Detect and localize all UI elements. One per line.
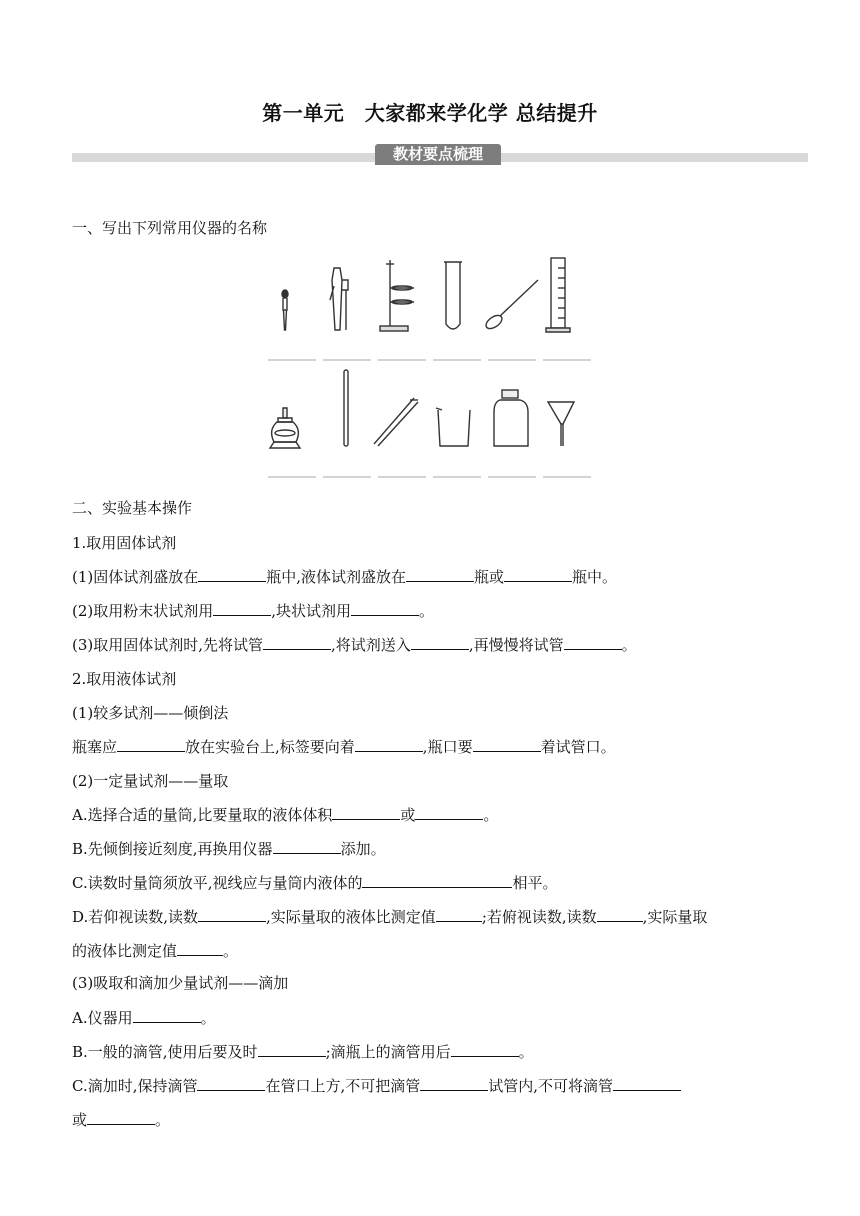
text: 相平。 bbox=[512, 874, 558, 892]
fill-blank[interactable] bbox=[263, 635, 331, 650]
text: (3)取用固体试剂时,先将试管 bbox=[72, 636, 264, 654]
text: 放在实验台上,标签要向着 bbox=[185, 738, 355, 756]
text: ,瓶口要 bbox=[422, 738, 473, 756]
s3-line-C1 bbox=[72, 1076, 681, 1096]
subsection-1-title: 1.取用固体试剂 bbox=[72, 534, 177, 552]
text: 瓶塞应 bbox=[72, 738, 118, 756]
fill-blank[interactable] bbox=[504, 567, 572, 582]
glass-rod-icon bbox=[344, 370, 348, 446]
text: 。 bbox=[483, 806, 499, 824]
fill-blank[interactable] bbox=[597, 907, 643, 922]
s3-line-A bbox=[72, 1008, 216, 1028]
page-title: 第一单元 大家都来学化学 总结提升 bbox=[262, 101, 598, 125]
subsection-2-title: 2.取用液体试剂 bbox=[72, 670, 177, 688]
funnel-icon bbox=[548, 402, 574, 446]
fill-blank[interactable] bbox=[420, 1076, 488, 1091]
text: B.一般的滴管,使用后要及时 bbox=[72, 1043, 258, 1061]
text: 瓶中。 bbox=[572, 568, 618, 586]
fill-blank[interactable] bbox=[415, 805, 483, 820]
text: 。 bbox=[518, 1043, 534, 1061]
s3-line-B bbox=[72, 1042, 534, 1062]
instruments-figure bbox=[262, 250, 598, 485]
fill-blank[interactable] bbox=[273, 839, 341, 854]
fill-blank[interactable] bbox=[355, 737, 423, 752]
fill-blank[interactable] bbox=[198, 907, 266, 922]
text: 在管口上方,不可把滴管 bbox=[265, 1077, 421, 1095]
s2-line-B bbox=[72, 839, 386, 859]
text: 或 bbox=[400, 806, 416, 824]
text: D.若仰视读数,读数 bbox=[72, 908, 199, 926]
text: 试管内,不可将滴管 bbox=[488, 1077, 614, 1095]
s2-sub3: (3)吸取和滴加少量试剂——滴加 bbox=[72, 974, 289, 992]
s2-line-D1 bbox=[72, 907, 707, 927]
fill-blank[interactable] bbox=[451, 1042, 519, 1057]
fill-blank[interactable] bbox=[613, 1076, 681, 1091]
s2-sub2: (2)一定量试剂——量取 bbox=[72, 772, 229, 790]
text: 。 bbox=[223, 942, 239, 960]
text: 。 bbox=[621, 636, 637, 654]
fill-blank[interactable] bbox=[473, 737, 541, 752]
text: 。 bbox=[419, 602, 435, 620]
text: (2)取用粉末状试剂用 bbox=[72, 602, 214, 620]
text: A.仪器用 bbox=[72, 1009, 133, 1027]
text: ,实际量取 bbox=[642, 908, 708, 926]
fill-blank[interactable] bbox=[258, 1042, 326, 1057]
s2-sub1: (1)较多试剂——倾倒法 bbox=[72, 704, 229, 722]
s1-line1 bbox=[72, 567, 617, 587]
text: B.先倾倒接近刻度,再换用仪器 bbox=[72, 840, 273, 858]
text: ;若俯视读数,读数 bbox=[481, 908, 597, 926]
text: 瓶或 bbox=[474, 568, 505, 586]
fill-blank[interactable] bbox=[198, 567, 266, 582]
fill-blank[interactable] bbox=[213, 601, 271, 616]
s1-line3 bbox=[72, 635, 637, 655]
gas-jar-icon bbox=[494, 390, 528, 446]
beaker-icon bbox=[436, 408, 470, 446]
graduated-cylinder-icon bbox=[546, 258, 570, 332]
fill-blank[interactable] bbox=[362, 873, 512, 888]
fill-blank[interactable] bbox=[406, 567, 474, 582]
text: C.滴加时,保持滴管 bbox=[72, 1077, 198, 1095]
text: 着试管口。 bbox=[540, 738, 616, 756]
test-tube-icon bbox=[444, 262, 462, 329]
s2-line-D2 bbox=[72, 941, 238, 961]
section-badge: 教材要点梳理 bbox=[375, 144, 501, 165]
text: (1)固体试剂盛放在 bbox=[72, 568, 199, 586]
medicine-spoon-icon bbox=[484, 280, 538, 331]
text: 瓶中,液体试剂盛放在 bbox=[266, 568, 407, 586]
test-tube-holder-icon bbox=[330, 268, 348, 330]
s2-line1 bbox=[72, 737, 616, 757]
text: A.选择合适的量筒,比要量取的液体体积 bbox=[72, 806, 333, 824]
section2-heading: 二、实验基本操作 bbox=[72, 499, 193, 517]
text: ,再慢慢将试管 bbox=[468, 636, 564, 654]
dropper-icon bbox=[282, 290, 288, 330]
iron-stand-icon bbox=[380, 260, 414, 331]
text: C.读数时量筒须放平,视线应与量筒内液体的 bbox=[72, 874, 363, 892]
tweezers-icon bbox=[374, 398, 418, 446]
text: ,实际量取的液体比测定值 bbox=[266, 908, 436, 926]
fill-blank[interactable] bbox=[117, 737, 185, 752]
fill-blank[interactable] bbox=[197, 1076, 265, 1091]
text: ,将试剂送入 bbox=[331, 636, 411, 654]
s1-line2 bbox=[72, 601, 434, 621]
fill-blank[interactable] bbox=[411, 635, 469, 650]
alcohol-lamp-icon bbox=[270, 408, 300, 448]
fill-blank[interactable] bbox=[87, 1110, 155, 1125]
s3-line-C2 bbox=[72, 1110, 170, 1130]
fill-blank[interactable] bbox=[332, 805, 400, 820]
text: ;滴瓶上的滴管用后 bbox=[325, 1043, 451, 1061]
text: 的液体比测定值 bbox=[72, 942, 178, 960]
section1-heading: 一、写出下列常用仪器的名称 bbox=[72, 219, 268, 237]
s2-line-C bbox=[72, 873, 558, 893]
fill-blank[interactable] bbox=[133, 1008, 201, 1023]
text: ,块状试剂用 bbox=[271, 602, 352, 620]
fill-blank[interactable] bbox=[177, 941, 223, 956]
fill-blank[interactable] bbox=[351, 601, 419, 616]
text: 。 bbox=[155, 1111, 171, 1129]
s2-line-A bbox=[72, 805, 498, 825]
text: 。 bbox=[200, 1009, 216, 1027]
text: 添加。 bbox=[340, 840, 386, 858]
fill-blank[interactable] bbox=[564, 635, 622, 650]
text: 或 bbox=[72, 1111, 88, 1129]
fill-blank[interactable] bbox=[436, 907, 482, 922]
